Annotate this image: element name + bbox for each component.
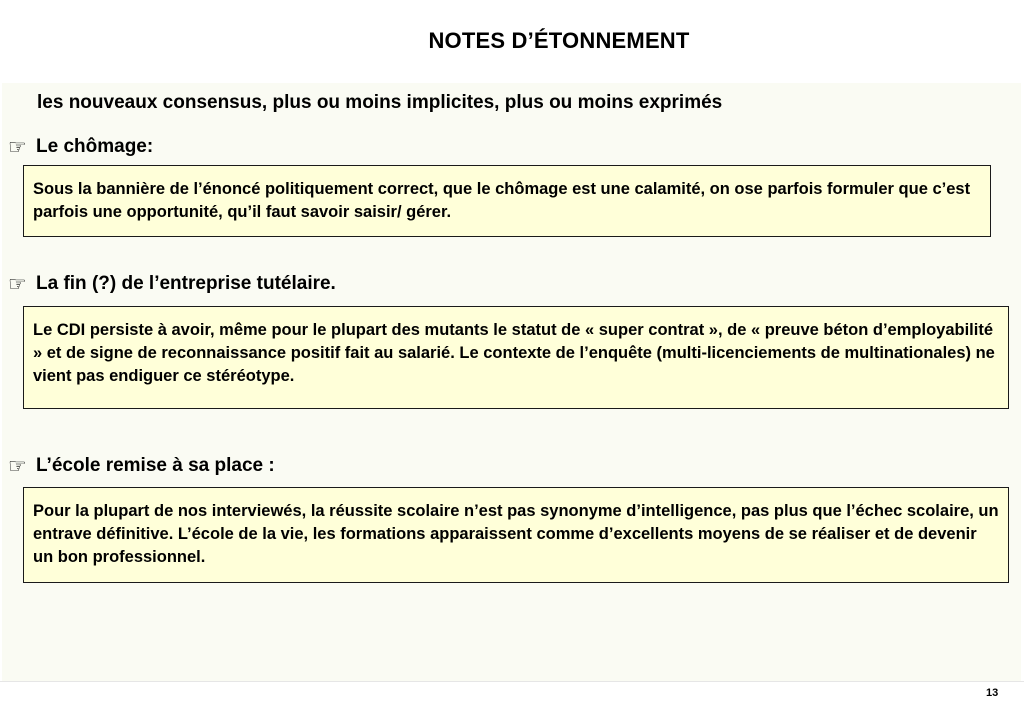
section-heading-label: L’école remise à sa place : bbox=[36, 455, 275, 476]
section-heading-label: La fin (?) de l’entreprise tutélaire. bbox=[36, 273, 336, 294]
section-heading-label: Le chômage: bbox=[36, 136, 154, 157]
section-heading-ecole bbox=[8, 455, 275, 477]
note-box-ecole: Pour la plupart de nos interviewés, la réussite scolaire n’est pas synonyme d’intelligence, pas plus que l’échec scolaire, un entrave définitive. L’école de la vie, les formations apparaissent comme d’excellents moyens de se réaliser et de devenir un bon professionnel. bbox=[23, 487, 1009, 583]
page-number: 13 bbox=[986, 687, 999, 699]
pointing-hand-icon: ☞ bbox=[8, 454, 27, 478]
section-heading-entreprise bbox=[8, 273, 336, 295]
note-box-chomage: Sous la bannière de l’énoncé politiquement correct, que le chômage est une calamité, on ose parfois formuler que c’est parfois une opportunité, qu’il faut savoir saisir/ gérer. bbox=[23, 165, 991, 237]
pointing-hand-icon: ☞ bbox=[8, 135, 27, 159]
subtitle: les nouveaux consensus, plus ou moins implicites, plus ou moins exprimés bbox=[37, 92, 723, 113]
page-title: NOTES D’ÉTONNEMENT bbox=[428, 28, 690, 53]
pointing-hand-icon: ☞ bbox=[8, 272, 27, 296]
note-box-entreprise: Le CDI persiste à avoir, même pour le plupart des mutants le statut de « super contrat », de « preuve béton d’employabilité » et de signe de reconnaissance positif fait au salarié. Le contexte de l’enquête (multi-licenciements de multinationales) ne vient pas endiguer ce stéréotype. bbox=[23, 306, 1009, 409]
footer-divider bbox=[0, 681, 1024, 682]
section-heading-chomage bbox=[8, 136, 153, 158]
